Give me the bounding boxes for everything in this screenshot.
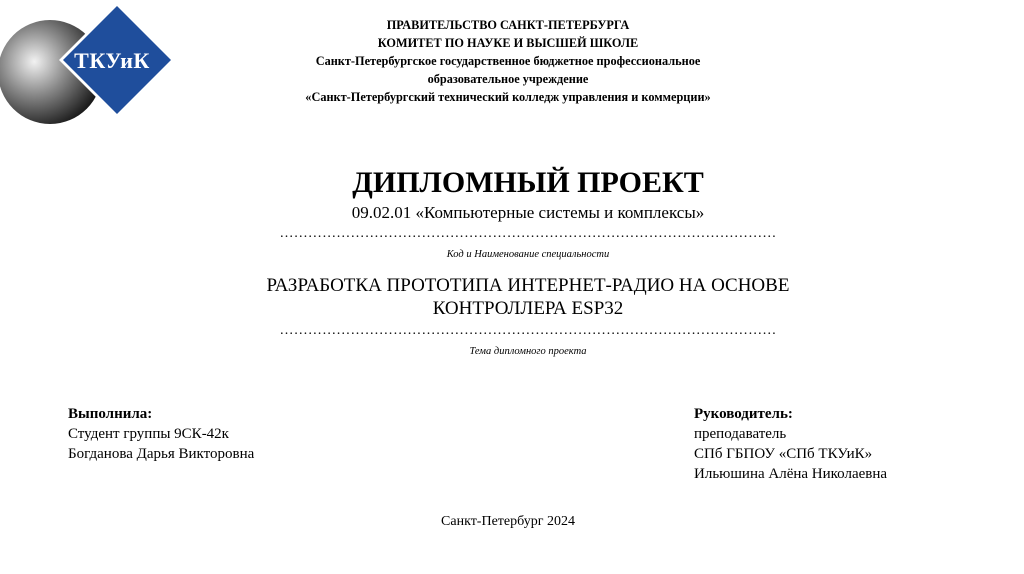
author-group: Студент группы 9СК-42к	[68, 426, 229, 442]
city-year: Санкт-Петербург 2024	[441, 514, 575, 529]
author-label: Выполнила:	[68, 406, 153, 422]
topic-line-2: КОНТРОЛЛЕРА ESP32	[432, 298, 624, 319]
supervisor-org: СПб ГБПОУ «СПб ТКУиК»	[694, 446, 873, 462]
header-line-2: КОМИТЕТ ПО НАУКЕ И ВЫСШЕЙ ШКОЛЕ	[377, 36, 639, 50]
logo-text: ТКУиК	[74, 48, 150, 73]
topic-dots-line: ……………………………………………………………………………………………	[279, 323, 777, 338]
supervisor-position: преподаватель	[694, 426, 787, 442]
author-name: Богданова Дарья Викторовна	[68, 446, 255, 462]
topic-caption: Тема дипломного проекта	[469, 346, 587, 357]
specialty-dots-line: ……………………………………………………………………………………………	[279, 226, 777, 241]
specialty: 09.02.01 «Компьютерные системы и комплексы»	[351, 203, 705, 222]
topic-line-1: РАЗРАБОТКА ПРОТОТИПА ИНТЕРНЕТ-РАДИО НА ОСНОВЕ	[266, 275, 790, 296]
project-topic	[228, 274, 828, 320]
header-line-3: Санкт-Петербургское государственное бюджетное профессиональное	[315, 54, 701, 68]
document-title: ДИПЛОМНЫЙ ПРОЕКТ	[352, 166, 704, 199]
supervisor-block	[694, 404, 887, 484]
supervisor-label: Руководитель:	[694, 406, 793, 422]
header-line-5: «Санкт-Петербургский технический колледж управления и коммерции»	[305, 90, 711, 104]
college-logo	[0, 0, 180, 130]
specialty-caption: Код и Наименование специальности	[446, 249, 610, 260]
institution-header	[250, 16, 766, 106]
header-line-4: образовательное учреждение	[427, 72, 589, 86]
supervisor-name: Ильюшина Алёна Николаевна	[694, 466, 888, 482]
header-line-1: ПРАВИТЕЛЬСТВО САНКТ-ПЕТЕРБУРГА	[386, 18, 630, 32]
author-block	[68, 404, 254, 464]
